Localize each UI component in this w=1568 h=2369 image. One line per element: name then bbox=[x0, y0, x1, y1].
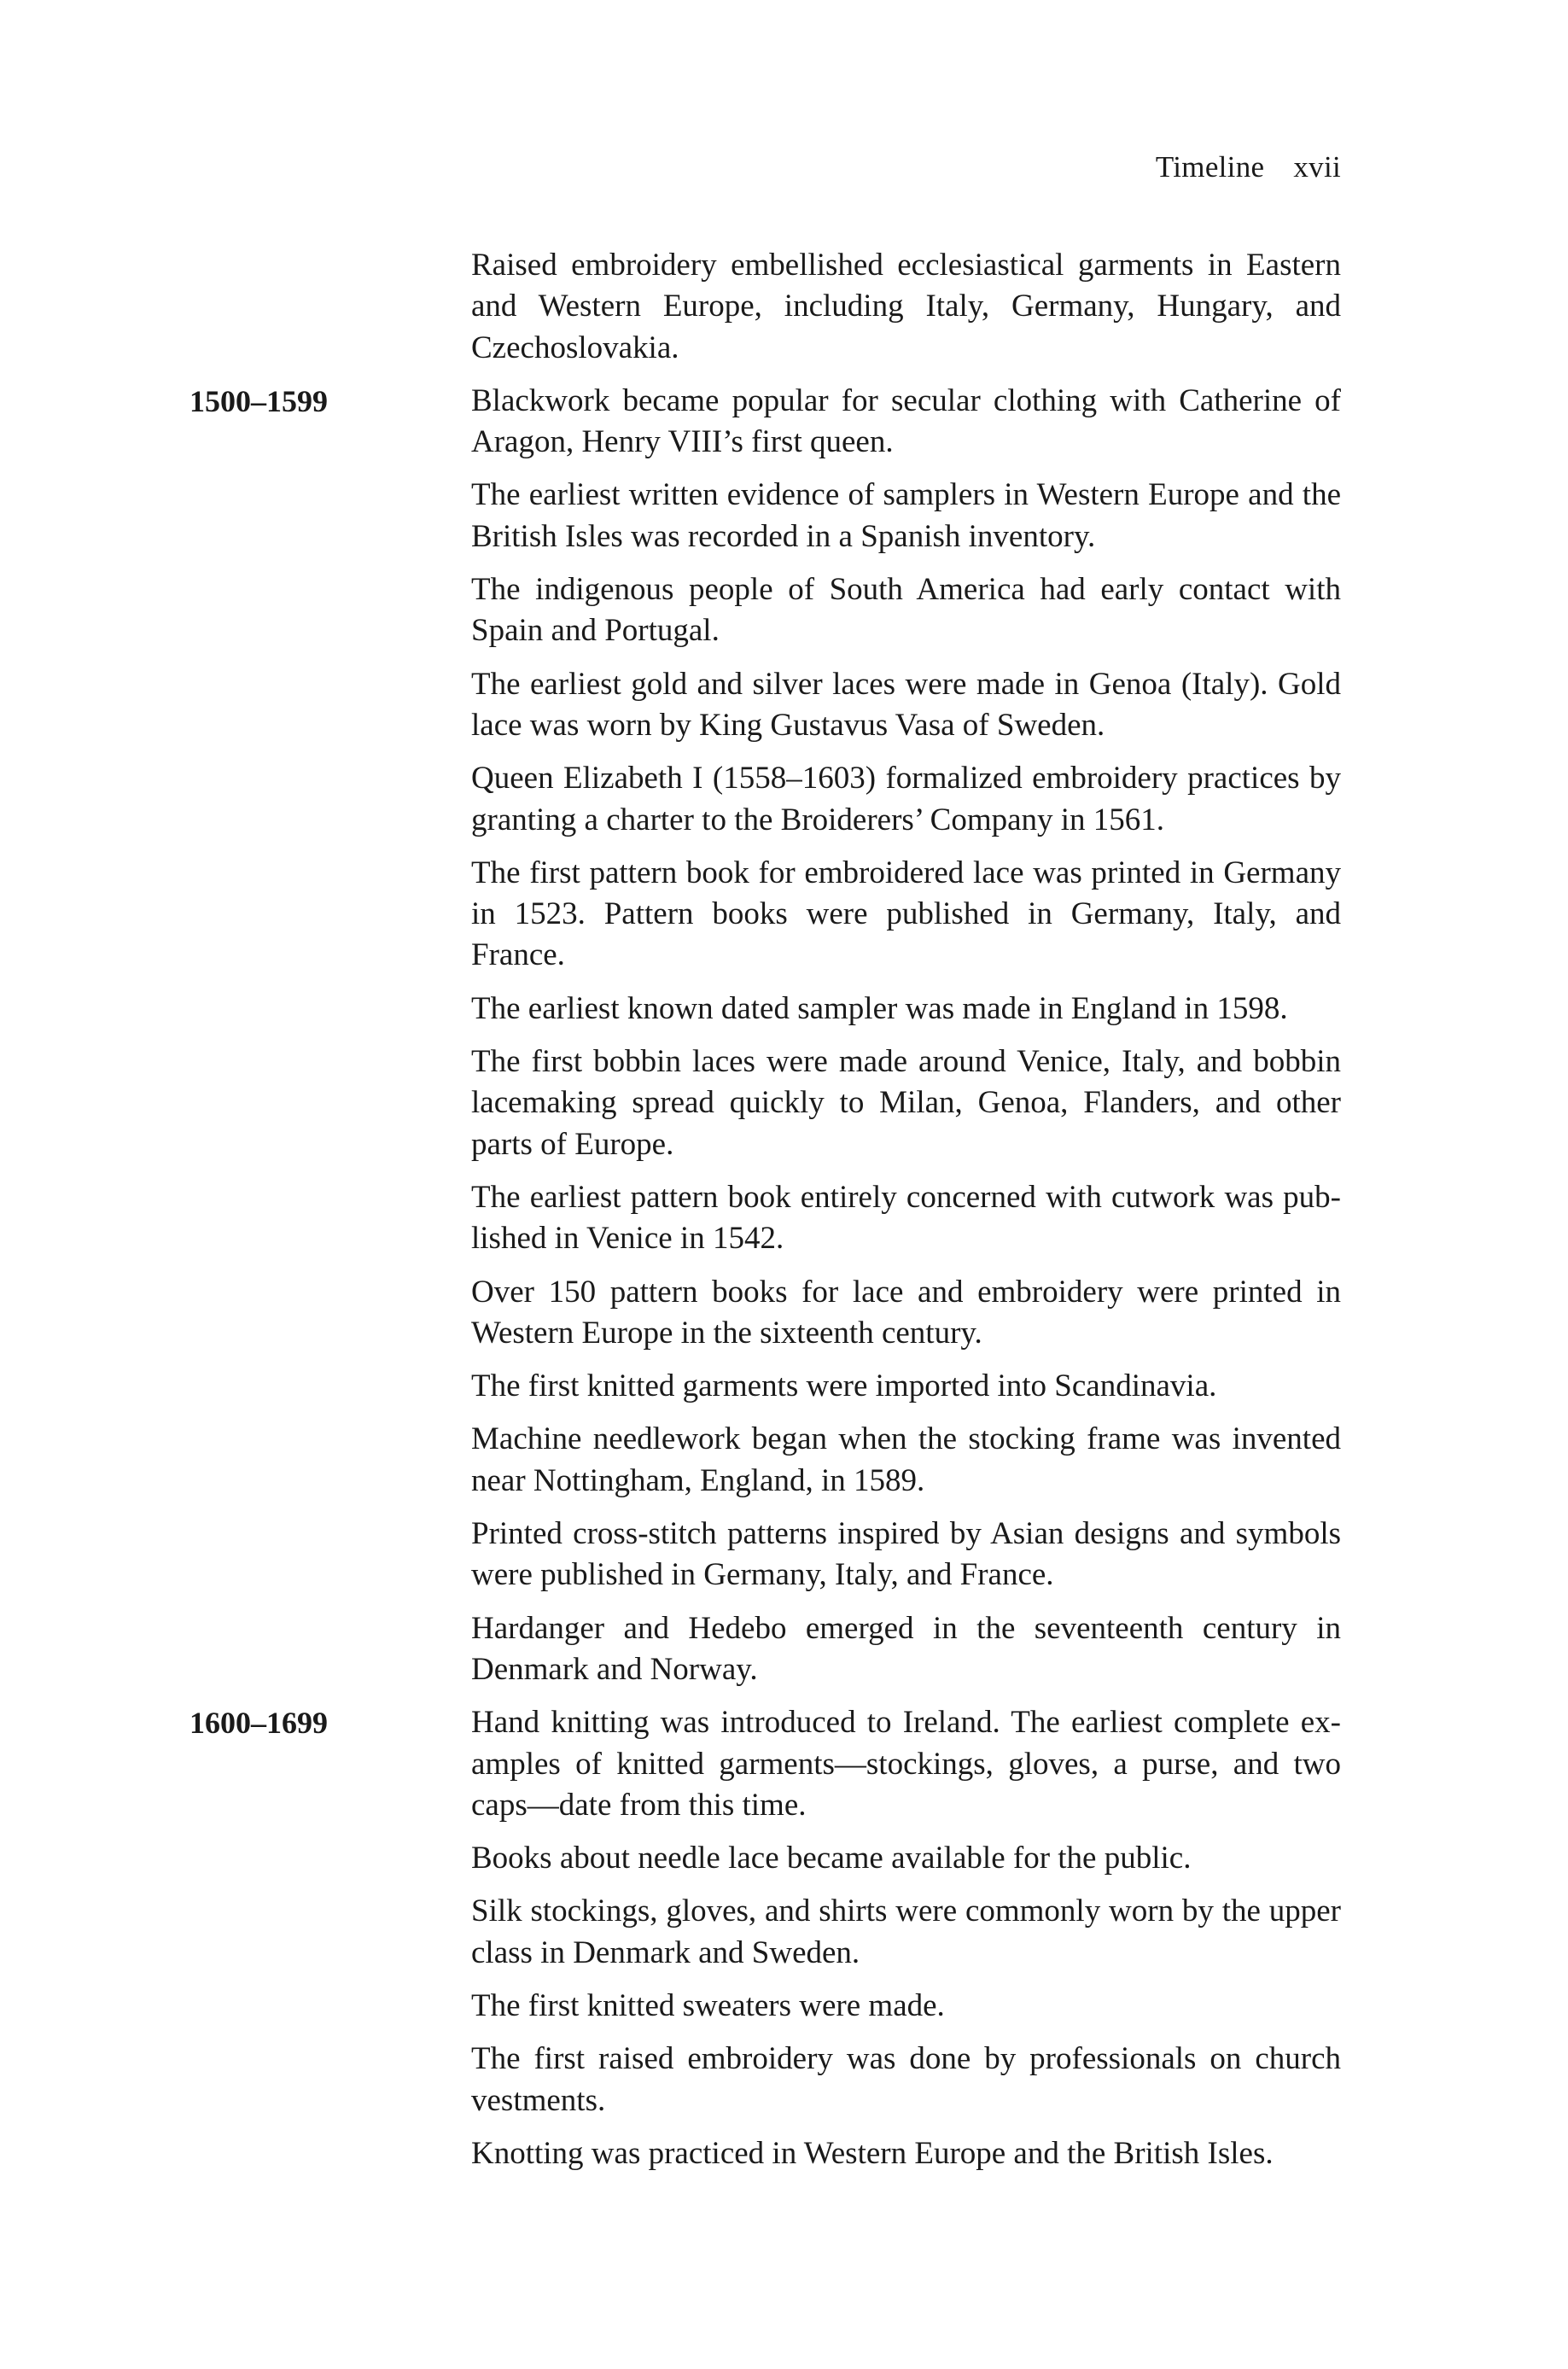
period-label: 1500–1599 bbox=[189, 383, 328, 418]
timeline-entry: Queen Elizabeth I (1558–1603) formalized embroidery practices by granting a charter to the Broiderers’ Company in 1561. bbox=[471, 761, 1341, 837]
timeline-entry: Hand knitting was introduced to Ireland. The earliest complete examples of knitted garments—stockings, gloves, a purse, and two caps—date from this time. bbox=[471, 1705, 1341, 1823]
timeline-entry: The first knitted sweaters were made. bbox=[471, 1987, 945, 2023]
entry-list bbox=[471, 1702, 1341, 2174]
entry-list bbox=[471, 245, 1341, 369]
timeline bbox=[189, 245, 1341, 2186]
period-label: 1600–1699 bbox=[189, 1706, 328, 1741]
timeline-block bbox=[189, 245, 1341, 369]
timeline-entry: The earliest known dated sampler was made in England in 1598. bbox=[471, 990, 1288, 1026]
timeline-entry: The indigenous people of South America had early contact with Spain and Portugal. bbox=[471, 572, 1341, 649]
timeline-entry: Silk stockings, gloves, and shirts were commonly worn by the upper class in Denmark and Sweden. bbox=[471, 1893, 1341, 1970]
timeline-entry: The first knitted garments were imported into Scandinavia. bbox=[471, 1368, 1217, 1404]
timeline-entry: The first bobbin laces were made around Venice, Italy, and bobbin lacemaking spread quickly to Milan, Genoa, Flanders, and other parts of Europe. bbox=[471, 1044, 1341, 1162]
timeline-block bbox=[189, 1702, 1341, 2174]
timeline-entry: The earliest gold and silver laces were made in Genoa (Italy). Gold lace was worn by King Gustavus Vasa of Sweden. bbox=[471, 666, 1341, 743]
timeline-entry: Raised embroidery embellished ecclesiastical garments in Eastern and Western Europe, including Italy, Germany, Hungary, and Czechoslovakia. bbox=[471, 248, 1341, 365]
timeline-entry: Blackwork became popular for secular clothing with Catherine of Aragon, Henry VIII’s first queen. bbox=[471, 382, 1341, 460]
timeline-entry: Machine needlework began when the stocking frame was invented near Nottingham, England, in 1589. bbox=[471, 1421, 1341, 1498]
section-title: Timeline bbox=[1155, 150, 1265, 184]
timeline-entry: The earliest pattern book entirely concerned with cutwork was published in Venice in 1542. bbox=[471, 1179, 1341, 1257]
timeline-entry: Over 150 pattern books for lace and embroidery were printed in Western Europe in the sixteenth century. bbox=[471, 1274, 1341, 1351]
entry-list bbox=[471, 381, 1341, 1690]
timeline-entry: Books about needle lace became available for the public. bbox=[471, 1841, 1192, 1876]
running-head bbox=[1156, 150, 1341, 184]
timeline-entry: Knotting was practiced in Western Europe and the British Isles. bbox=[471, 2135, 1274, 2171]
timeline-entry: The first pattern book for embroidered lace was printed in Germany in 1523. Pattern books were published in Germany, Italy, and France. bbox=[471, 855, 1341, 973]
page-number: xvii bbox=[1293, 150, 1341, 184]
timeline-entry: Hardanger and Hedebo emerged in the seventeenth century in Denmark and Norway. bbox=[471, 1610, 1341, 1687]
timeline-block bbox=[189, 381, 1341, 1690]
timeline-entry: The first raised embroidery was done by professionals on church vestments. bbox=[471, 2041, 1341, 2118]
timeline-entry: The earliest written evidence of samplers in Western Europe and the British Isles was recorded in a Spanish inventory. bbox=[471, 477, 1341, 554]
timeline-entry: Printed cross-stitch patterns inspired by Asian designs and symbols were published in Germany, Italy, and France. bbox=[471, 1516, 1341, 1593]
